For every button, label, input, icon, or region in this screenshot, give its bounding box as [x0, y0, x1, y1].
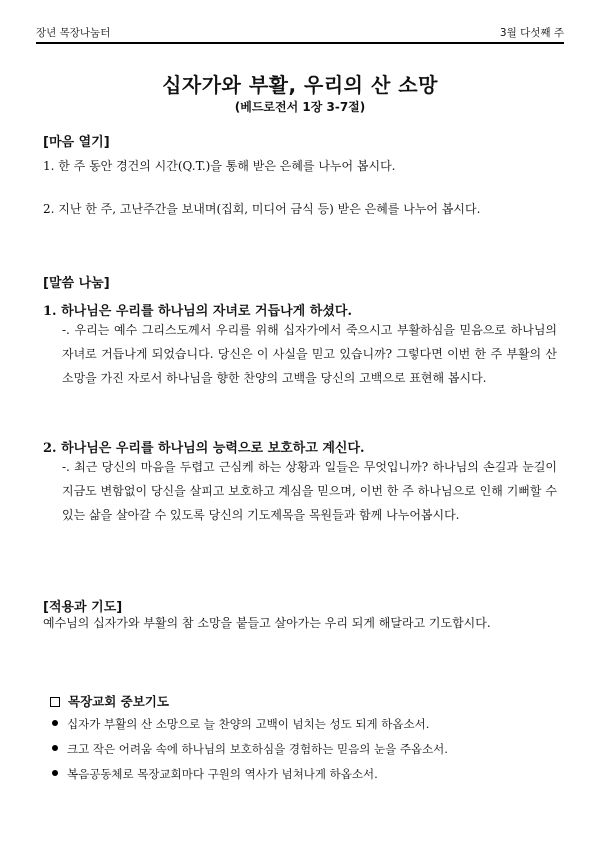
prayer-item-1-text: 십자가 부활의 산 소망으로 늘 찬양의 고백이 넘치는 성도 되게 하옵소서. — [67, 717, 430, 731]
header-left-text: 장년 목장나눔터 — [36, 27, 111, 39]
prayer-item-1 — [52, 716, 429, 732]
bullet-icon — [52, 720, 58, 726]
prayer-item-3-text: 복음공동체로 목장교회마다 구원의 역사가 넘쳐나게 하옵소서. — [67, 767, 378, 781]
prayer-item-2 — [52, 741, 448, 757]
page-header — [36, 21, 564, 39]
word-point-2-body: -. 최근 당신의 마음을 두렵고 근심케 하는 상황과 일들은 무엇입니까? 하나님의 손길과 눈길이 지금도 변함없이 당신을 살피고 보호하고 계심을 믿으며, 이번 한 주 하나님으로 인해 기뻐할 수 있는 삶을 살아갈 수 있도록 당신의 기도제목을 목원들과 함께 나누어봅시다. — [62, 460, 557, 522]
prayer-heading-text: 목장교회 중보기도 — [68, 694, 169, 709]
header-right-text: 3월 다섯째 주 — [499, 27, 564, 39]
open-item-2: 2. 지난 한 주, 고난주간을 보내며(집회, 미디어 금식 등) 받은 은혜를 나누어 봅시다. — [43, 202, 481, 216]
apply-text: 예수님의 십자가와 부활의 참 소망을 붙들고 살아가는 우리 되게 해달라고 기도합시다. — [43, 616, 491, 630]
page-title: 십자가와 부활, 우리의 산 소망 — [162, 73, 438, 97]
word-point-2-title: 2. 하나님은 우리를 하나님의 능력으로 보호하고 계신다. — [43, 441, 365, 456]
page-subtitle: (베드로전서 1장 3-7절) — [234, 100, 366, 114]
section-heading-word: [말씀 나눔] — [43, 276, 110, 291]
section-heading-open: [마음 열기] — [43, 135, 110, 150]
open-item-1: 1. 한 주 동안 경건의 시간(Q.T.)을 통해 받은 은혜를 나누어 봅시다. — [43, 159, 396, 173]
prayer-heading — [50, 692, 169, 710]
prayer-item-2-text: 크고 작은 어려움 속에 하나님의 보호하심을 경험하는 믿음의 눈을 주옵소서. — [67, 742, 448, 756]
checkbox-square-icon — [50, 697, 60, 707]
bullet-icon — [52, 770, 58, 776]
bullet-icon — [52, 745, 58, 751]
section-heading-apply: [적용과 기도] — [43, 600, 123, 615]
word-point-1-body: -. 우리는 예수 그리스도께서 우리를 위해 십자가에서 죽으시고 부활하심을 믿음으로 하나님의 자녀로 거듭나게 되었습니다. 당신은 이 사실을 믿고 있습니까? 그렇다면 이번 한 주 부활의 산 소망을 가진 자로서 하나님을 향한 찬양의 고백을 당신의 고백으로 표현해 봅시다. — [62, 323, 557, 385]
header-divider — [36, 42, 564, 44]
prayer-item-3 — [52, 766, 378, 782]
word-point-1-title: 1. 하나님은 우리를 하나님의 자녀로 거듭나게 하셨다. — [43, 304, 352, 319]
